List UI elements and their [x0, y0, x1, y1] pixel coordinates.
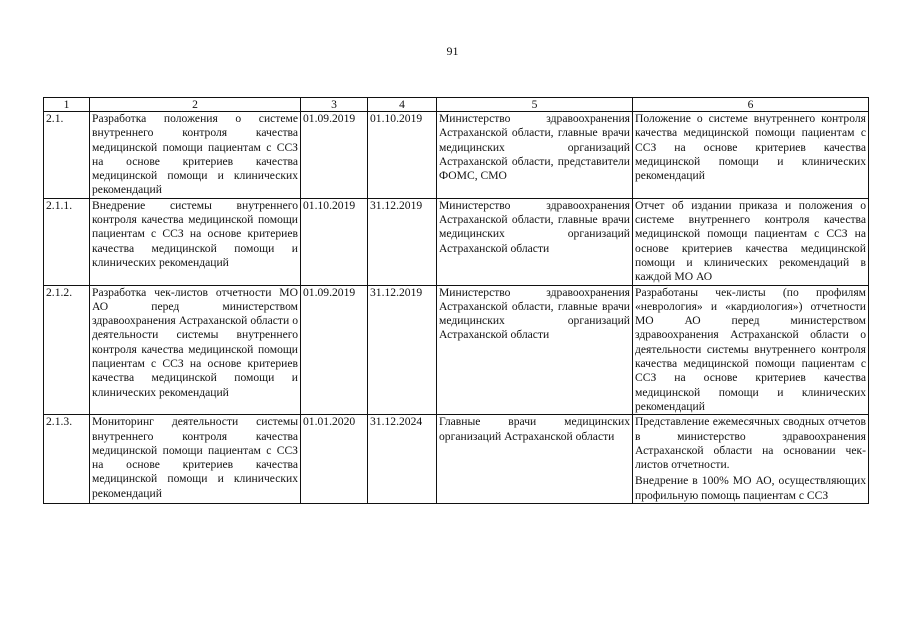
- task-description: Мониторинг деятельности системы внутреннего контроля качества медицинской помощи пациентам с ССЗ на основе критериев качества медицинской помощи и клинических рекомендаций: [90, 415, 301, 504]
- start-date: 01.09.2019: [301, 112, 368, 199]
- table-row: [44, 112, 869, 199]
- item-number: 2.1.1.: [44, 198, 90, 285]
- start-date: 01.10.2019: [301, 198, 368, 285]
- expected-result: [633, 198, 869, 285]
- result-paragraph: Представление ежемесячных сводных отчетов в министерство здравоохранения Астраханской области на основании чек-листов отчетности.: [635, 415, 866, 472]
- table-header-row: [44, 98, 869, 112]
- column-header-2: 2: [90, 98, 301, 112]
- result-paragraph: Положение о системе внутреннего контроля качества медицинской помощи пациентам с ССЗ на основе критериев качества медицинской помощи и клинических рекомендаций: [635, 112, 866, 183]
- result-paragraph: Разработаны чек-листы (по профилям «неврология» и «кардиология») отчетности МО АО перед министерством здравоохранения Астраханской области о деятельности системы внутреннего контроля качества медицинской помощи пациентам с ССЗ на основе критериев качества медицинской помощи и клинических рекомендаций: [635, 285, 866, 413]
- expected-result: [633, 285, 869, 415]
- responsible-parties: Министерство здравоохранения Астраханской области, главные врачи медицинских организаций Астраханской области: [437, 285, 633, 415]
- page-number: 91: [446, 44, 459, 58]
- end-date: 31.12.2019: [368, 198, 437, 285]
- responsible-parties: Министерство здравоохранения Астраханской области, главные врачи медицинских организаций Астраханской области, представители ФОМС, СМО: [437, 112, 633, 199]
- column-header-1: 1: [44, 98, 90, 112]
- expected-result: [633, 112, 869, 199]
- item-number: 2.1.3.: [44, 415, 90, 504]
- start-date: 01.01.2020: [301, 415, 368, 504]
- result-paragraph: Отчет об издании приказа и положения о системе внутреннего контроля качества медицинской помощи пациентам с ССЗ на основе критериев качества медицинской помощи и клинических рекомендаций в каждой МО АО: [635, 198, 866, 284]
- task-description: Разработка чек-листов отчетности МО АО перед министерством здравоохранения Астраханской области о деятельности системы внутреннего контроля качества медицинской помощи пациентам с ССЗ на основе критериев качества медицинской помощи и клинических рекомендаций: [90, 285, 301, 415]
- responsible-parties: Министерство здравоохранения Астраханской области, главные врачи медицинских организаций Астраханской области: [437, 198, 633, 285]
- end-date: 31.12.2019: [368, 285, 437, 415]
- start-date: 01.09.2019: [301, 285, 368, 415]
- responsible-parties: Главные врачи медицинских организаций Астраханской области: [437, 415, 633, 504]
- table-row: [44, 415, 869, 504]
- end-date: 01.10.2019: [368, 112, 437, 199]
- action-plan-table: [43, 97, 869, 504]
- column-header-6: 6: [633, 98, 869, 112]
- result-paragraph: Внедрение в 100% МО АО, осуществляющих профильную помощь пациентам с ССЗ: [635, 474, 866, 502]
- item-number: 2.1.2.: [44, 285, 90, 415]
- task-description: Разработка положения о системе внутреннего контроля качества медицинской помощи пациентам с ССЗ на основе критериев качества медицинской помощи и клинических рекомендаций: [90, 112, 301, 199]
- table-row: [44, 285, 869, 415]
- table-row: [44, 198, 869, 285]
- column-header-4: 4: [368, 98, 437, 112]
- column-header-3: 3: [301, 98, 368, 112]
- task-description: Внедрение системы внутреннего контроля качества медицинской помощи пациентам с ССЗ на основе критериев качества медицинской помощи и клинических рекомендаций: [90, 198, 301, 285]
- column-header-5: 5: [437, 98, 633, 112]
- expected-result: [633, 415, 869, 504]
- item-number: 2.1.: [44, 112, 90, 199]
- end-date: 31.12.2024: [368, 415, 437, 504]
